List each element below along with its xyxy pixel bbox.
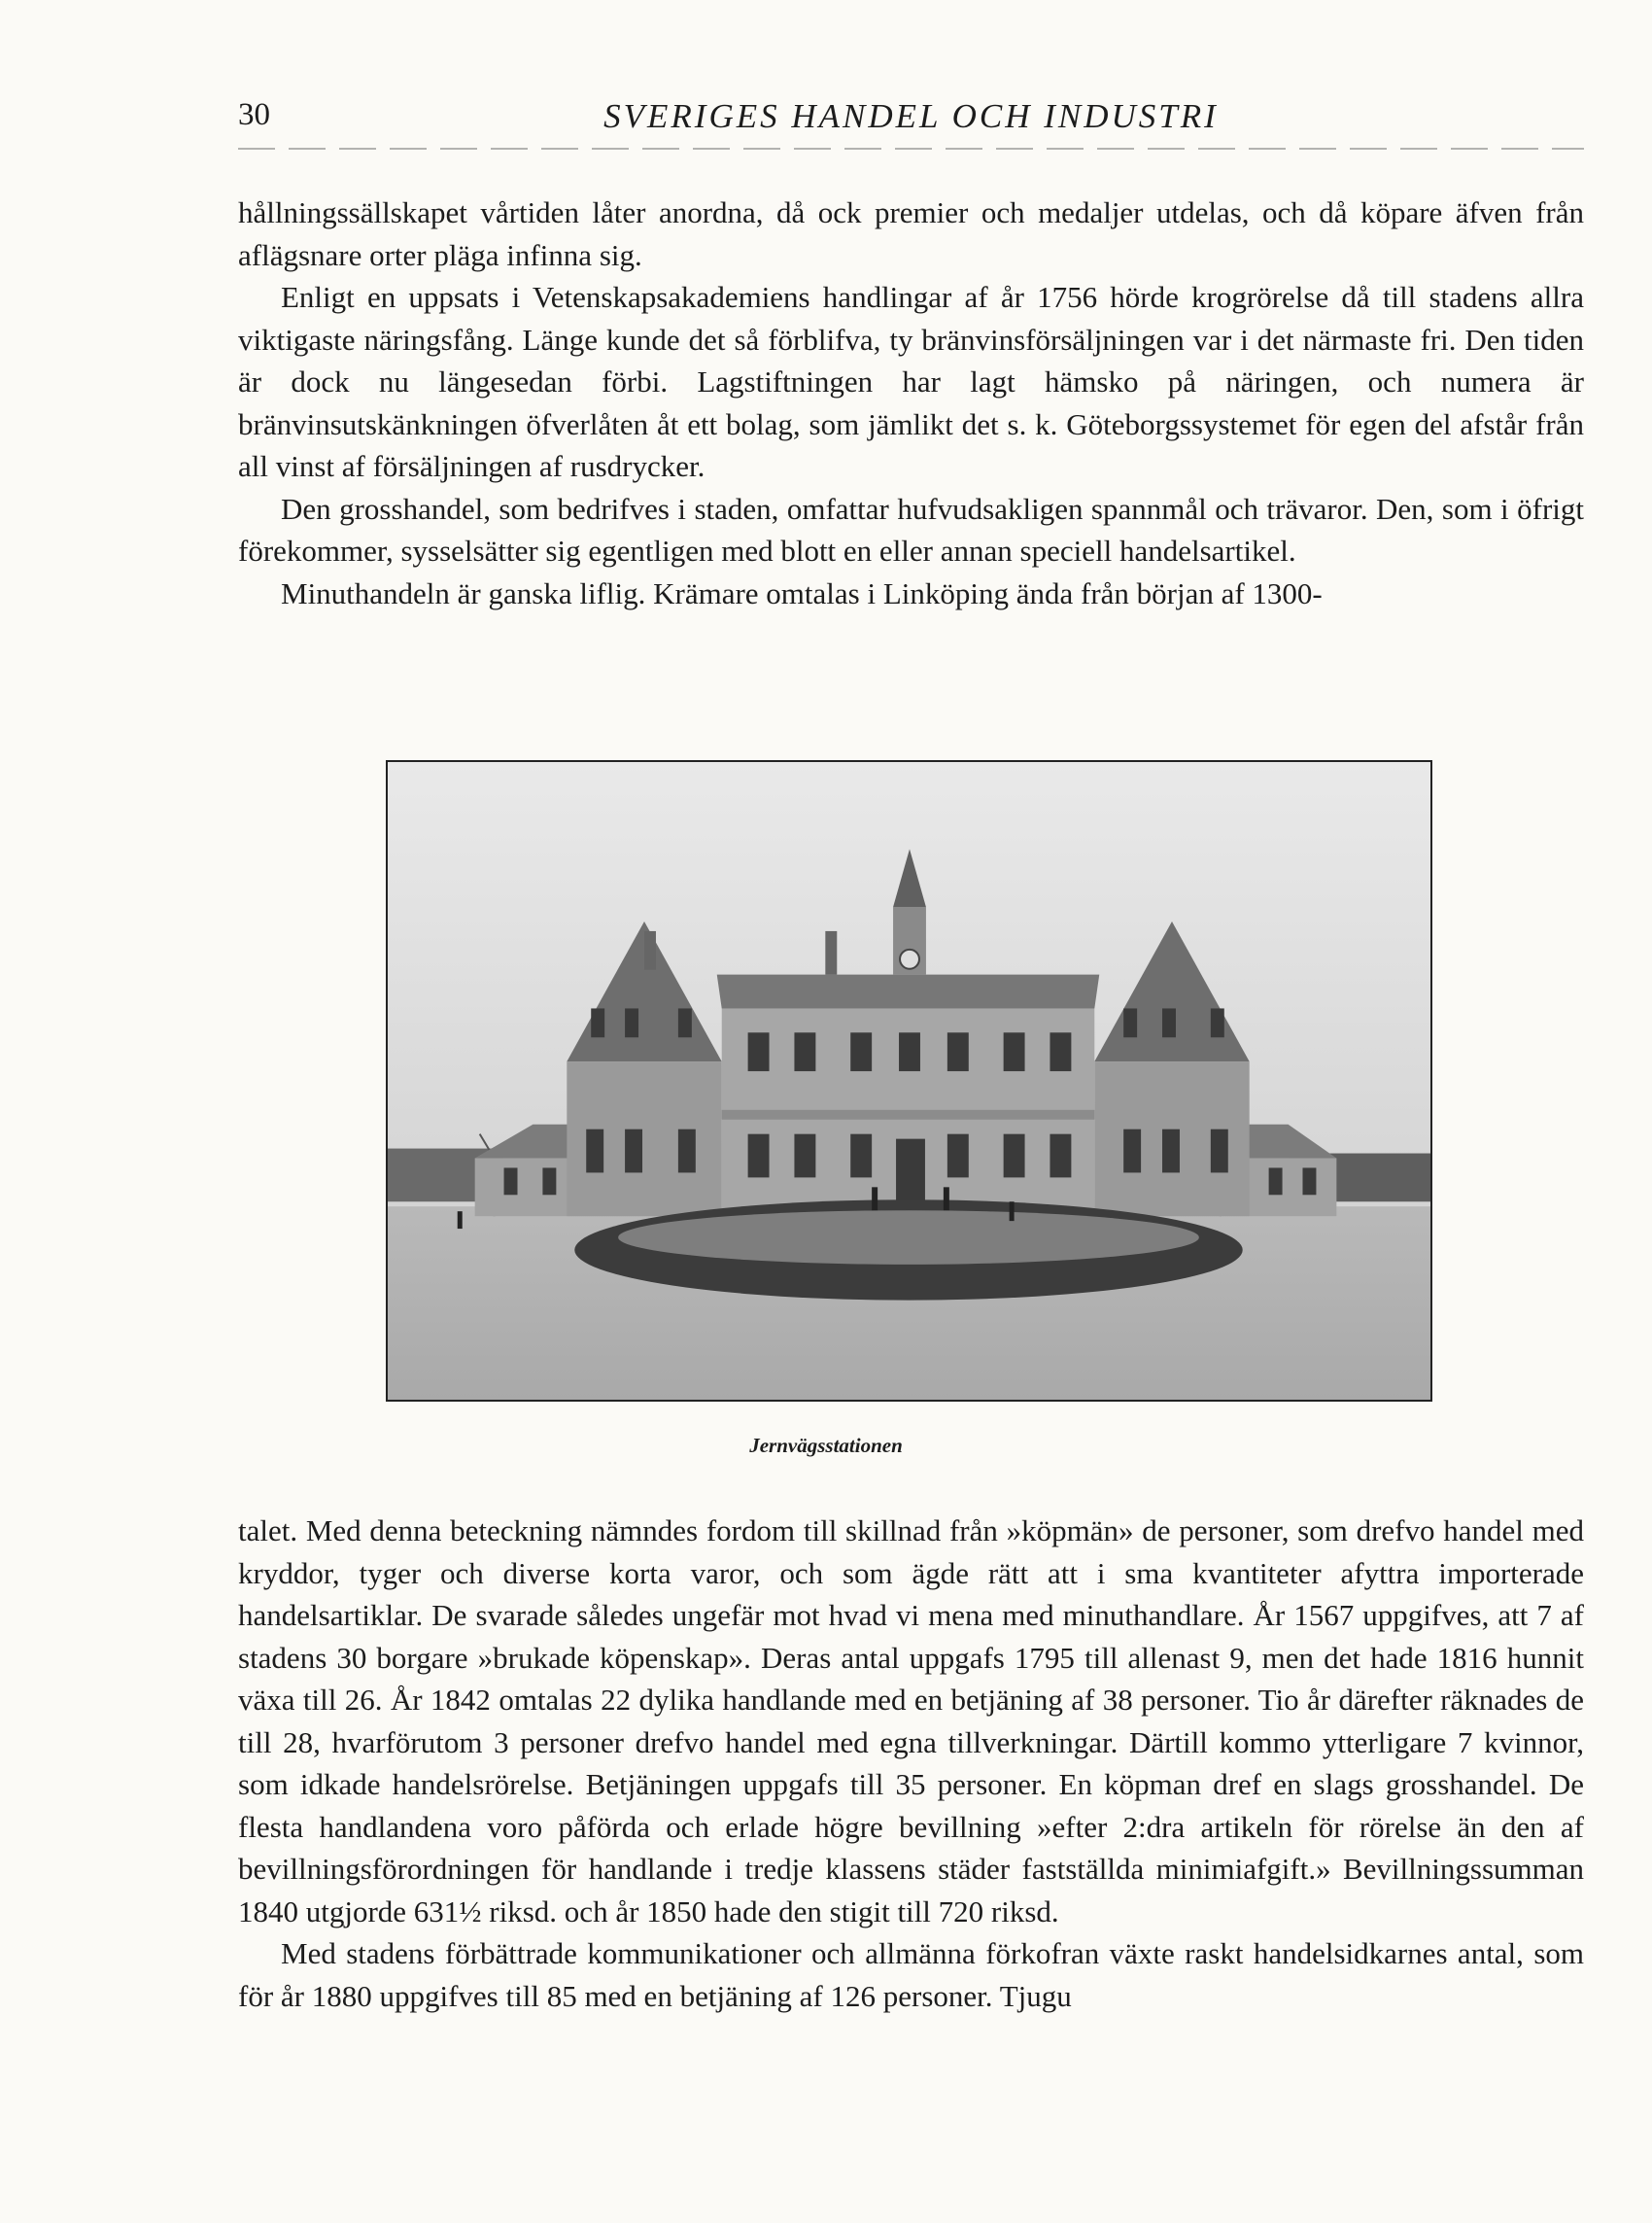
paragraph: Enligt en uppsats i Vetenskapsakademiens handlingar af år 1756 hörde krogrörelse då till stadens allra viktigaste näringsfång. Länge kunde det så förblifva, ty bränvinsförsäljningen var i det närmaste fri. Den tiden är dock nu längesedan förbi. Lagstiftningen har lagt hämsko på näringen, och numera är bränvinsutskänkningen öfverlåten åt ett bolag, som jämlikt det s. k. Göteborgssystemet för egen del afstår från all vinst af försäljningen af rusdrycker. — [238, 280, 1584, 483]
paragraph: Minuthandeln är ganska liflig. Krämare omtalas i Linköping ända från början af 1300- — [281, 575, 1323, 610]
text-block-top — [238, 191, 1584, 614]
page-number: 30 — [238, 97, 270, 132]
station-photograph — [386, 760, 1432, 1402]
paragraph: Med stadens förbättrade kommunikationer och allmänna förkofran växte raskt handelsidkarnes antal, som för år 1880 uppgifves till 85 med en betjäning af 126 personer. Tjugu — [238, 1936, 1584, 2013]
running-title: SVERIGES HANDEL OCH INDUSTRI — [603, 97, 1219, 135]
station-photo-illustration — [388, 762, 1430, 1400]
paragraph: talet. Med denna beteckning nämndes fordom till skillnad från »köpmän» de personer, som drefvo handel med kryddor, tyger och diverse korta varor, och som ägde rätt att i sma kvantiteter afyttra importerade handelsartiklar. De svarade således ungefär mot hvad vi mena med minuthandlare. År 1567 uppgifves, att 7 af stadens 30 borgare »brukade köpenskap». Deras antal uppgafs 1795 till allenast 9, men det hade 1816 hunnit växa till 26. År 1842 omtalas 22 dylika handlande med en betjäning af 38 personer. Tio år därefter räknades de till 28, hvarförutom 3 personer drefvo handel med egna tillverkningar. Därtill kommo ytterligare 7 kvinnor, som idkade handelsrörelse. Betjäningen uppgafs till 35 personer. En köpman dref en slags grosshandel. De flesta handlandena voro påförda och erlade högre bevillning »efter 2:dra artikeln för rörelse än den af bevillningsförordningen för handlande i tredje klassens städer fastställda minimiafgift.» Bevillningssumman 1840 utgjorde 631½ riksd. och år 1850 hade den stigit till 720 riksd. — [238, 1513, 1584, 1928]
header-rule — [238, 148, 1584, 150]
paragraph: hållningssällskapet vårtiden låter anordna, då ock premier och medaljer utdelas, och då köpare äfven från aflägsnare orter pläga infinna sig. — [238, 195, 1584, 272]
figure-caption: Jernvägsstationen — [749, 1434, 903, 1457]
text-block-bottom — [238, 1510, 1584, 2017]
paragraph: Den grosshandel, som bedrifves i staden, omfattar hufvudsakligen spannmål och trävaror. Den, som i öfrigt förekommer, sysselsätter sig egentligen med blott en eller annan speciell handelsartikel. — [238, 491, 1584, 568]
page-header — [238, 97, 1584, 146]
